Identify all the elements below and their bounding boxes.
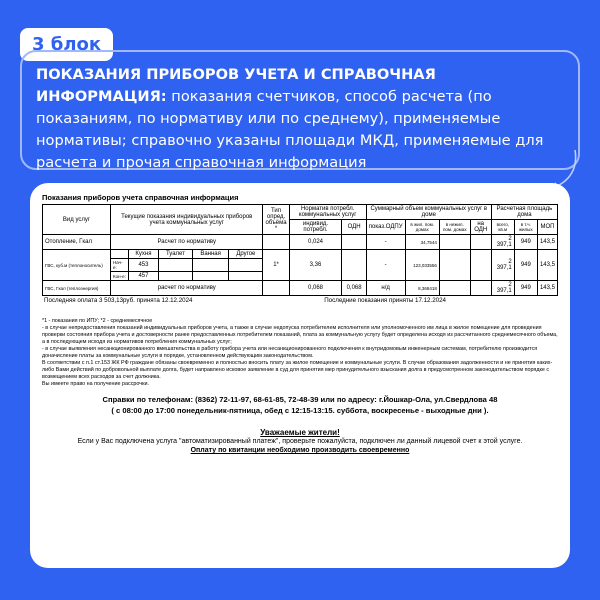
h-norm-odn: ОДН (342, 220, 366, 235)
h-type: Тип опред. объёма * (263, 205, 289, 235)
h-total-res: в жил. пом. домах (405, 220, 439, 235)
h-current: Текущие показания индивидуальных приборов учета коммунальных услуг (111, 205, 263, 235)
note-line: Вы имеете право на получение рассрочки. (42, 381, 149, 387)
h-total-odpu: показ.ОДПУ (366, 220, 405, 235)
notice-text: Если у Вас подключена услуга "автоматизированный платеж", проверьте пожалуйста, подключен ли данный лицевой счет к этой услуге. (77, 438, 523, 445)
last-info (42, 297, 558, 304)
notes (42, 318, 558, 388)
table-row: ГВС, Гкал (теплоэнергия) расчет по нормативу 0,068 0,068 н/д 8,368418 2 397,1 949 143,5 (43, 281, 558, 296)
table-row: Кон-е: 457 (43, 272, 558, 281)
h-area-all: всего, кв.м (491, 220, 514, 235)
h-total-nonres: в нежил. пом. домах (439, 220, 470, 235)
last-payment: Последняя оплата 3 503,13руб. принята 12.12.2024 (44, 297, 193, 304)
note-line: В соответствии с п.1 ст.153 ЖК РФ граждане обязаны своевременно и полностью вносить плату за жилое помещение и коммунальные услуги. В случае образования задолженности и не принятия каких-либо Вами действий по добровольной выплате долга, будет направлено исковое заявление в суд для принятия мер принудительного взыскания долга в предусмотренном законодательством порядке с возмещением всех расходов за счет должника. (42, 360, 553, 380)
table-row: ГВС, куб.м (теплоноситель) Кухня Туалет Ванная Другое 1* 3,36 - 123,033556 2 397,1 949 143,5 (43, 250, 558, 259)
notice (42, 428, 558, 455)
h-norm: Норматив потребл. коммунальных услуг (289, 205, 366, 220)
h-total: Суммарный объем коммунальных услуг в доме (366, 205, 491, 220)
h-norm-ind: индивид. потребл. (289, 220, 342, 235)
block-badge: 3 блок (20, 28, 113, 61)
meter-table (42, 204, 558, 296)
h-total-odn: на ОДН (470, 220, 491, 235)
last-readings: Последние показания приняты 17.12.2024 (324, 297, 446, 304)
contacts-hours: ( с 08:00 до 17:00 понедельник-пятница, обед с 12:15-13:15. суббота, воскресенье - выходные дни ). (111, 406, 489, 415)
header-box (20, 50, 580, 170)
h-service: Вид услуг (43, 205, 111, 235)
header-title: ПОКАЗАНИЯ ПРИБОРОВ УЧЕТА И СПРАВОЧНАЯ ИНФОРМАЦИЯ: (36, 66, 436, 105)
table-row: Нач-е: 453 (43, 259, 558, 272)
contacts-line: Справки по телефонам: (8362) 72-11-97, 68-61-85, 72-48-39 или по адресу: г.Йошкар-Ола, ул.Свердлова 48 (102, 395, 498, 404)
note-line: *1 - показания по ИПУ; *2 - среднемесячное (42, 318, 153, 324)
notice-heading: Уважаемые жители! (260, 428, 340, 437)
h-area: Расчетная площадь дома (491, 205, 557, 220)
header-text: показания счетчиков, способ расчета (по показаниям, по нормативу или по среднему), применяемые нормативы; справочно указаны площади МКД, применяемые для расчета и прочая справочная информация (36, 88, 544, 171)
notice-underline: Оплату по квитанции необходимо производить своевременно (190, 447, 410, 454)
table-row: Отопление, Гкал Расчет по нормативу 0,024 - 34,7544 2 397,1 949 143,5 (43, 235, 558, 250)
h-area-res: в т.ч. жилых (514, 220, 537, 235)
note-line: - в случае непредоставления показаний индивидуальных приборов учета, а также в случае недопуска потребителем исполнителя или уполномоченного им лица в жилое помещение для проведения проверки состояния прибора учета и достоверности ранее предоставленных потребителем показаний, плата за коммунальную услугу будет определена исходя из рассчитанного среднемесячного объема, а в последующем исходя из нормативов потребления коммунальных услуг; (42, 325, 558, 345)
receipt-document (30, 183, 570, 568)
contacts (42, 394, 558, 416)
note-line: - в случае выявления несанкционированного вмешательства в работу прибора учета или несанкционированного подключения к внутридомовым инженерным системам, потребителю производится доначисление платы за коммунальные услуги в порядке, установленном действующим законодательством. (42, 346, 538, 359)
h-area-mop: МОП (537, 220, 557, 235)
doc-title: Показания приборов учета справочная информация (42, 193, 239, 202)
